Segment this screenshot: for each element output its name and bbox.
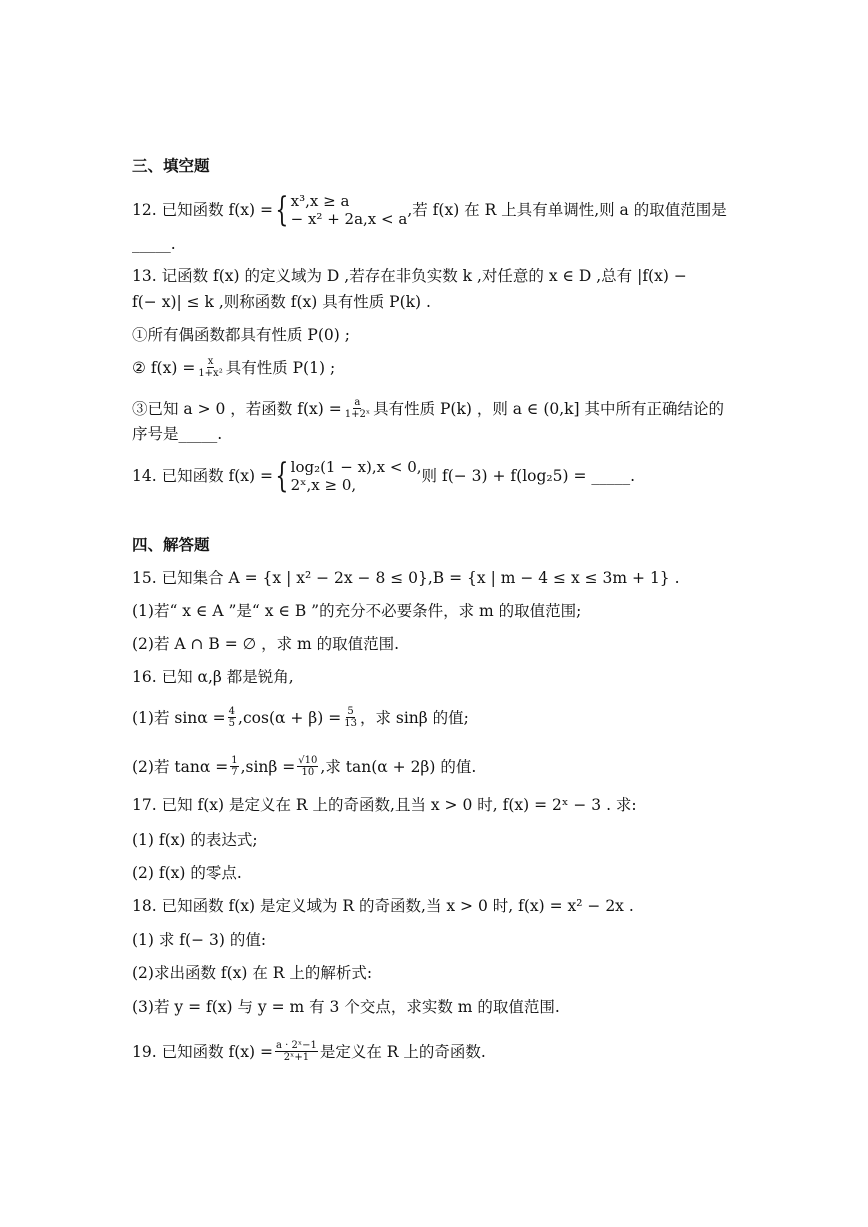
q16-part2-fraction-2: $\frac{√10}{10}$	[298, 755, 318, 778]
question-14	[132, 456, 635, 496]
q14-case-1: log₂(1 − x),x < 0,	[290, 458, 422, 476]
q13-line-2: f(− x)| ≤ k ,则称函数 f(x) 具有性质 P(k) .	[132, 293, 431, 311]
q13-item-2: ② f(x) = $\frac{x}{\text{1+x²}}$ 具有性质 P(1) ;	[132, 356, 336, 379]
section-heading-answer: 四、解答题	[132, 536, 210, 554]
q17-part-1: (1) f(x) 的表达式;	[132, 831, 258, 849]
q13-line-1: 13. 记函数 f(x) 的定义域为 D ,若存在非负实数 k ,对任意的 x ∈ D ,总有 |f(x) −	[132, 267, 687, 285]
q18-stem: 18. 已知函数 f(x) 是定义域为 R 的奇函数,当 x > 0 时, f(x) = x² − 2x .	[132, 897, 634, 915]
q13-item-1: ①所有偶函数都具有性质 P(0) ;	[132, 326, 350, 344]
q14-suffix: 则 f(− 3) + f(log₂5) = _____.	[421, 467, 636, 485]
question-19: 19. 已知函数 f(x) = $\frac{\text{a · 2ˣ−1}}{\text{2ˣ+1}}$ 是定义在 R 上的奇函数.	[132, 1040, 486, 1063]
q14-piecewise	[273, 458, 422, 494]
q17-part-2: (2) f(x) 的零点.	[132, 864, 242, 882]
q16-part1-fraction-1: $\frac{4}{5}$	[228, 706, 236, 729]
q16-part1-fraction-2: $\frac{5}{13}$	[344, 706, 357, 729]
q19-fraction: $\frac{\text{a · 2ˣ−1}}{\text{2ˣ+1}}$	[276, 1040, 317, 1063]
q12-piecewise	[273, 192, 407, 228]
q13-item2-fraction: $\frac{x}{\text{1+x²}}$	[198, 356, 223, 379]
q13-item-3-line-2: 序号是_____.	[132, 425, 223, 443]
question-12	[132, 190, 727, 230]
q12-prefix: 12. 已知函数 f(x) =	[132, 201, 273, 219]
q16-part-1: (1)若 sinα = $\frac{4}{5}$ ,cos(α + β) = $\frac{5}{13}$ ，求 sinβ 的值;	[132, 706, 469, 729]
q14-case-2: 2ˣ,x ≥ 0,	[290, 476, 357, 494]
q12-case-1: x³,x ≥ a	[290, 192, 350, 210]
q18-part-3: (3)若 y = f(x) 与 y = m 有 3 个交点，求实数 m 的取值范围.	[132, 998, 560, 1016]
q12-case-2: − x² + 2a,x < a	[290, 210, 408, 228]
q14-prefix: 14. 已知函数 f(x) =	[132, 467, 273, 485]
q16-stem: 16. 已知 α,β 都是锐角,	[132, 668, 294, 686]
section-heading-fill-blank: 三、填空题	[132, 157, 210, 175]
q15-part-1: (1)若“ x ∈ A ”是“ x ∈ B ”的充分不必要条件，求 m 的取值范围;	[132, 602, 582, 620]
q17-stem: 17. 已知 f(x) 是定义在 R 上的奇函数,且当 x > 0 时, f(x) = 2ˣ − 3 . 求:	[132, 796, 637, 814]
q16-part-2: (2)若 tanα = $\frac{1}{7}$ ,sinβ = $\frac{√10}{10}$ ,求 tan(α + 2β) 的值.	[132, 755, 477, 778]
q12-suffix: ,若 f(x) 在 R 上具有单调性,则 a 的取值范围是	[407, 201, 727, 219]
left-brace-icon: {	[275, 190, 289, 230]
q16-part2-fraction-1: $\frac{1}{7}$	[231, 755, 238, 778]
q13-item3-fraction: $\frac{a}{\text{1+2ˣ}}$	[344, 397, 371, 420]
q15-part-2: (2)若 A ∩ B = ∅ ，求 m 的取值范围.	[132, 635, 400, 653]
left-brace-icon: {	[275, 456, 289, 496]
q18-part-1: (1) 求 f(− 3) 的值:	[132, 931, 267, 949]
q18-part-2: (2)求出函数 f(x) 在 R 上的解析式:	[132, 964, 373, 982]
q13-item-3: ③已知 a > 0 ，若函数 f(x) = $\frac{a}{\text{1+2ˣ}}$ 具有性质 P(k) ，则 a ∈ (0,k] 其中所有正确结论的	[132, 397, 725, 420]
q12-blank: _____.	[132, 235, 176, 253]
q15-stem: 15. 已知集合 A = {x | x² − 2x − 8 ≤ 0},B = {x | m − 4 ≤ x ≤ 3m + 1} .	[132, 569, 680, 587]
